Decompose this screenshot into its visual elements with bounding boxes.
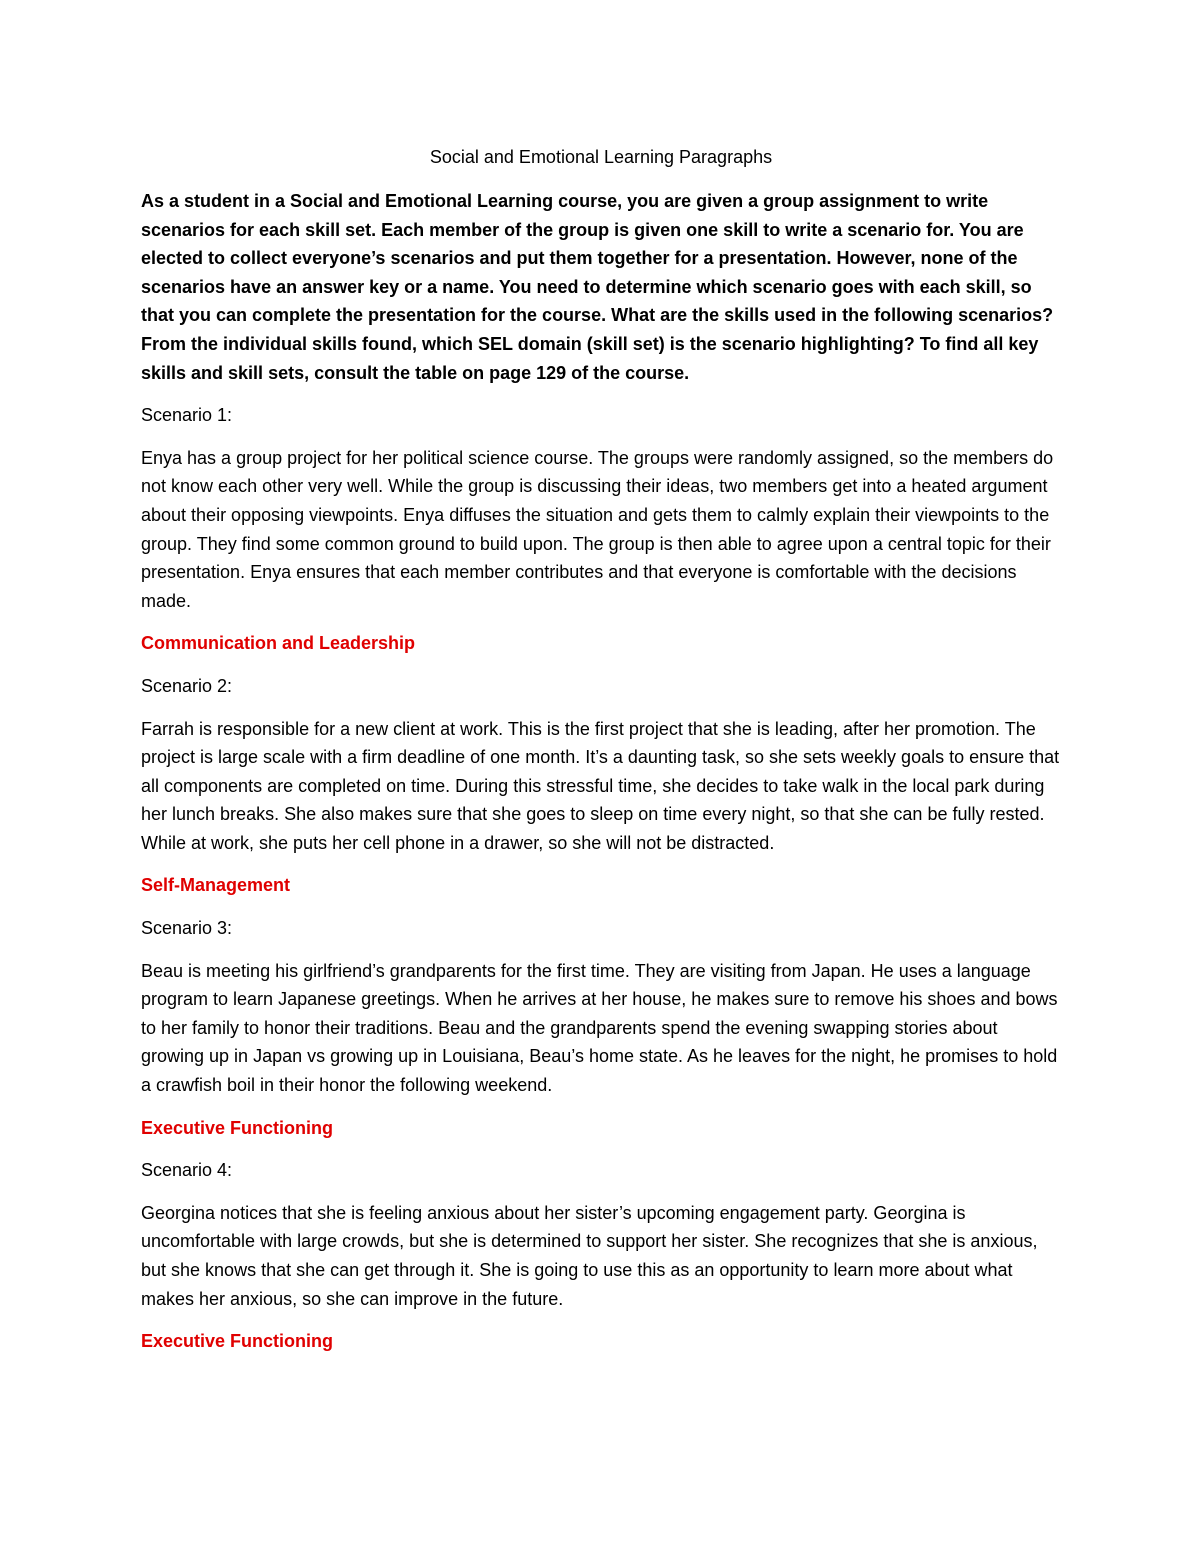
scenario-label: Scenario 4:: [141, 1160, 233, 1181]
scenario-answer: Self-Management: [141, 875, 291, 896]
scenario-text: Farrah is responsible for a new client at work. This is the first project that she is leading, after her promotion. The project is large scale with a firm deadline of one month. It’s a daunting task, so she sets weekly goals to ensure that all components are completed on time. During this stressful time, she decides to take walk in the local park during her lunch breaks. She also makes sure that she goes to sleep on time every night, so that she can be fully rested. While at work, she puts her cell phone in a drawer, so she will not be distracted.: [141, 718, 1060, 853]
scenario-4: [141, 1156, 1061, 1356]
document-page: [141, 143, 1061, 1370]
scenario-label: Scenario 3:: [141, 918, 233, 939]
scenario-label: Scenario 2:: [141, 675, 233, 696]
scenario-text: Beau is meeting his girlfriend’s grandparents for the first time. They are visiting from Japan. He uses a language program to learn Japanese greetings. When he arrives at her house, he makes sure to remove his shoes and bows to her family to honor their traditions. Beau and the grandparents spend the evening swapping stories about growing up in Japan vs growing up in Louisiana, Beau’s home state. As he leaves for the night, he promises to hold a crawfish boil in their honor the following weekend.: [141, 960, 1058, 1096]
scenario-1: [141, 401, 1061, 658]
scenario-answer: Communication and Leadership: [141, 633, 416, 654]
scenario-2: [141, 672, 1061, 900]
document-title: Social and Emotional Learning Paragraphs: [429, 147, 773, 167]
scenario-text: Enya has a group project for her political science course. The groups were randomly assigned, so the members do not know each other very well. While the group is discussing their ideas, two members get into a heated argument about their opposing viewpoints. Enya diffuses the situation and gets them to calmly explain their viewpoints to the group. They find some common ground to build upon. The group is then able to agree upon a central topic for their presentation. Enya ensures that each member contributes and that everyone is comfortable with the decisions made.: [141, 447, 1054, 611]
scenario-label: Scenario 1:: [141, 405, 233, 426]
scenario-answer: Executive Functioning: [141, 1331, 334, 1352]
intro-paragraph: As a student in a Social and Emotional Learning course, you are given a group assignment to write scenarios for each skill set. Each member of the group is given one skill to write a scenario for. You are elected to collect everyone’s scenarios and put them together for a presentation. However, none of the scenarios have an answer key or a name. You need to determine which scenario goes with each skill, so that you can complete the presentation for the course. What are the skills used in the following scenarios? From the individual skills found, which SEL domain (skill set) is the scenario highlighting? To find all key skills and skill sets, consult the table on page 129 of the course.: [141, 191, 1054, 383]
scenario-text: Georgina notices that she is feeling anxious about her sister’s upcoming engagement party. Georgina is uncomfortable with large crowds, but she is determined to support her sister. She recognizes that she is anxious, but she knows that she can get through it. She is going to use this as an opportunity to learn more about what makes her anxious, so she can improve in the future.: [141, 1202, 1038, 1309]
scenario-3: [141, 914, 1061, 1142]
scenario-answer: Executive Functioning: [141, 1117, 334, 1138]
